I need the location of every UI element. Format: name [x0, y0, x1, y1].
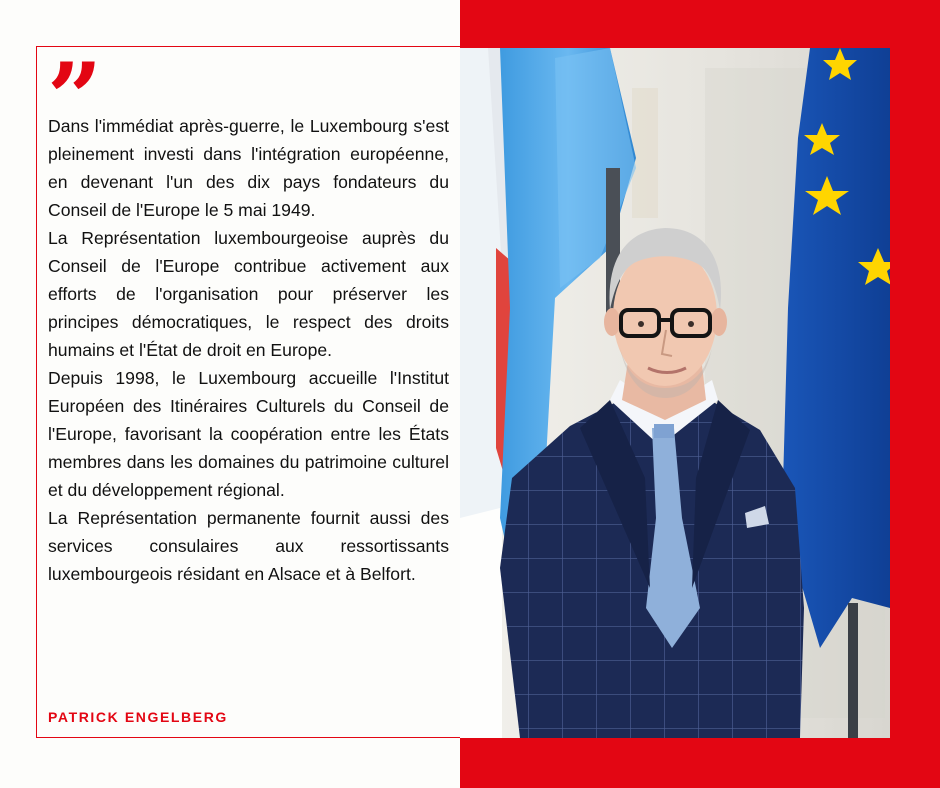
- quote-text: [48, 112, 449, 588]
- author-name: PATRICK ENGELBERG: [48, 709, 228, 725]
- quote-paragraph: La Représentation luxembourgeoise auprès du Conseil de l'Europe contribue activement aux efforts de l'organisation pour préserver les principes démocratiques, le respect des droits humains et l'État de droit en Europe.: [48, 228, 449, 360]
- quote-paragraph: La Représentation permanente fournit aussi des services consulaires aux ressortissants luxembourgeois résidant en Alsace et à Belfort.: [48, 508, 449, 584]
- quote-mark-icon: ”: [47, 42, 103, 155]
- quote-paragraph: Dans l'immédiat après-guerre, le Luxembourg s'est pleinement investi dans l'intégration européenne, en devenant l'un des dix pays fondateurs du Conseil de l'Europe le 5 mai 1949.: [48, 116, 449, 220]
- quote-paragraph: Depuis 1998, le Luxembourg accueille l'Institut Européen des Itinéraires Culturels du Conseil de l'Europe, favorisant la coopération entre les États membres dans les domaines du patrimoine culturel et du développement régional.: [48, 368, 449, 500]
- quote-card: [36, 42, 460, 738]
- portrait-photo: [460, 48, 890, 738]
